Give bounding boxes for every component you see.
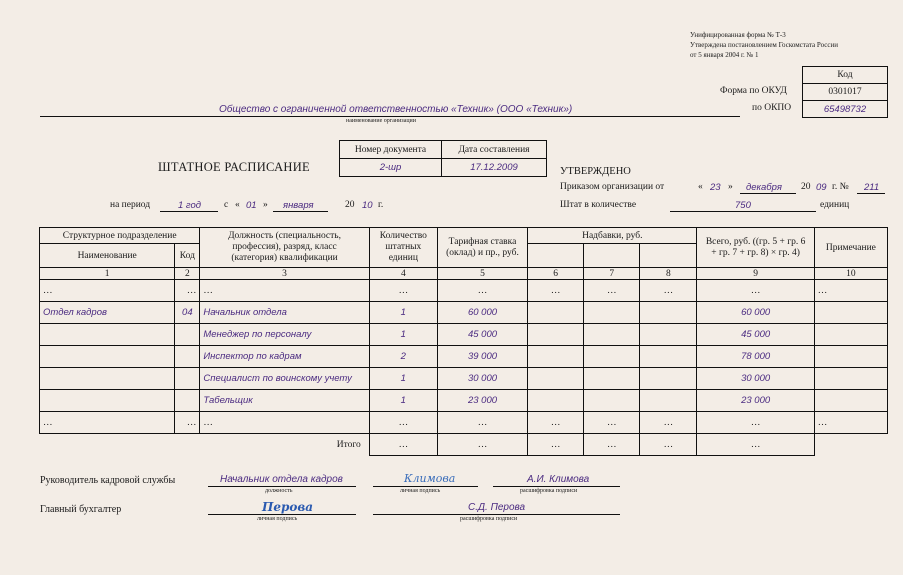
col-number: 1 xyxy=(40,268,175,280)
approval-year-suffix: г. № xyxy=(832,182,849,192)
division-code: 04 xyxy=(175,302,200,324)
hr-head-label: Руководитель кадровой службы xyxy=(40,475,176,486)
document-box xyxy=(339,140,547,177)
ellipsis-cell: … xyxy=(528,280,584,302)
ellipsis-cell: … xyxy=(200,280,369,302)
accountant-name-line xyxy=(373,514,620,515)
col-number: 4 xyxy=(369,268,437,280)
ellipsis-cell: … xyxy=(528,412,584,434)
accountant-name-caption: расшифровка подписи xyxy=(460,516,518,522)
note-cell xyxy=(814,324,887,346)
ellipsis-cell: … xyxy=(640,412,697,434)
staff-line xyxy=(670,211,816,212)
ellipsis-cell: … xyxy=(584,412,640,434)
tariff-rate: 60 000 xyxy=(437,302,527,324)
header-name: Наименование xyxy=(40,244,175,268)
organization-name: Общество с ограниченной ответственностью «Техник» (ООО «Техник») xyxy=(219,104,573,115)
col-number: 5 xyxy=(437,268,527,280)
tariff-rate: 30 000 xyxy=(437,368,527,390)
header-position: Должность (специальность, профессия), разряд, класс (категория) квалификации xyxy=(200,228,369,268)
ellipsis-cell: … xyxy=(175,412,200,434)
ellipsis-cell: … xyxy=(697,280,814,302)
col-number: 8 xyxy=(640,268,697,280)
period-value-line xyxy=(160,211,218,212)
tariff-rate: 39 000 xyxy=(437,346,527,368)
form-header-line3: от 5 января 2004 г. № 1 xyxy=(690,51,759,59)
division-name xyxy=(40,368,175,390)
col-number: 2 xyxy=(175,268,200,280)
total-cell: … xyxy=(528,434,584,456)
allowance-cell xyxy=(584,324,640,346)
okpo-label: по ОКПО xyxy=(752,103,792,113)
allowance-cell xyxy=(528,368,584,390)
organization-line xyxy=(40,116,740,117)
allowance-cell xyxy=(584,390,640,412)
row-total: 45 000 xyxy=(697,324,814,346)
hr-name: А.И. Климова xyxy=(527,474,590,485)
row-total: 30 000 xyxy=(697,368,814,390)
ellipsis-cell: … xyxy=(437,412,527,434)
note-cell xyxy=(814,346,887,368)
division-code xyxy=(175,346,200,368)
col-number: 6 xyxy=(528,268,584,280)
table-row-ellipsis-top xyxy=(40,280,888,302)
total-empty xyxy=(814,434,887,456)
allowance-cell xyxy=(528,324,584,346)
accountant-label: Главный бухгалтер xyxy=(40,504,122,515)
allowance-cell xyxy=(528,390,584,412)
staff-units: 1 xyxy=(369,390,437,412)
allowance-cell xyxy=(584,368,640,390)
form-header xyxy=(690,30,838,60)
okud-value: 0301017 xyxy=(803,84,888,101)
doc-number: 2-шр xyxy=(340,159,442,177)
form-header-line2: Утверждена постановлением Госкомстата России xyxy=(690,41,838,49)
allowance-cell xyxy=(640,390,697,412)
row-total: 60 000 xyxy=(697,302,814,324)
position-name: Табельщик xyxy=(200,390,369,412)
staff-units: 1 xyxy=(369,302,437,324)
period-month-line xyxy=(273,211,328,212)
tariff-rate: 23 000 xyxy=(437,390,527,412)
staff-label: Штат в количестве xyxy=(560,200,637,210)
hr-name-line xyxy=(493,486,620,487)
doc-date: 17.12.2009 xyxy=(442,159,547,177)
doc-date-label: Дата составления xyxy=(442,141,547,159)
organization-caption: наименование организации xyxy=(346,118,416,124)
header-count: Количество штатных единиц xyxy=(369,228,437,268)
hr-signature-caption: личная подпись xyxy=(400,488,441,494)
period-label: на период xyxy=(110,200,151,210)
period-day: 01 xyxy=(246,200,257,211)
period-year-prefix: 20 xyxy=(345,200,355,210)
allowance-cell xyxy=(584,302,640,324)
allowance-cell xyxy=(528,302,584,324)
period-qopen: « xyxy=(235,200,240,210)
note-cell xyxy=(814,390,887,412)
staff-units: 2 xyxy=(369,346,437,368)
period-month: января xyxy=(283,200,314,211)
table-row xyxy=(40,302,888,324)
ellipsis-cell: … xyxy=(369,412,437,434)
approval-year-prefix: 20 xyxy=(801,182,811,192)
period-year: 10 xyxy=(362,200,373,211)
period-year-suffix: г. xyxy=(378,200,384,210)
division-name xyxy=(40,390,175,412)
note-cell xyxy=(814,302,887,324)
header-code: Код xyxy=(175,244,200,268)
approval-title: УТВЕРЖДЕНО xyxy=(560,166,631,177)
division-code xyxy=(175,324,200,346)
staff-unit: единиц xyxy=(820,200,850,210)
approval-order-no: 211 xyxy=(864,182,880,193)
approval-day: 23 xyxy=(710,182,721,193)
staff-count: 750 xyxy=(735,200,751,211)
hr-position-caption: должность xyxy=(265,488,293,494)
hr-signature-line xyxy=(373,486,478,487)
division-code xyxy=(175,368,200,390)
hr-name-caption: расшифровка подписи xyxy=(520,488,578,494)
allowance-cell xyxy=(640,346,697,368)
accountant-signature-caption: личная подпись xyxy=(257,516,298,522)
total-cell: … xyxy=(697,434,814,456)
page-title: ШТАТНОЕ РАСПИСАНИЕ xyxy=(158,160,310,174)
ellipsis-cell: … xyxy=(200,412,369,434)
row-total: 78 000 xyxy=(697,346,814,368)
position-name: Инспектор по кадрам xyxy=(200,346,369,368)
allowance-cell xyxy=(584,346,640,368)
header-allowances: Надбавки, руб. xyxy=(528,228,697,244)
row-total: 23 000 xyxy=(697,390,814,412)
header-total: Всего, руб. ((гр. 5 + гр. 6 + гр. 7 + гр. 8) × гр. 4) xyxy=(697,228,814,268)
ellipsis-cell: … xyxy=(437,280,527,302)
col-number: 3 xyxy=(200,268,369,280)
period-value: 1 год xyxy=(178,200,202,211)
allowance-cell xyxy=(640,368,697,390)
approval-month: декабря xyxy=(746,182,782,193)
table-row xyxy=(40,346,888,368)
staff-units: 1 xyxy=(369,324,437,346)
allowance-cell xyxy=(640,324,697,346)
ellipsis-cell: … xyxy=(640,280,697,302)
staffing-table xyxy=(39,227,888,456)
codes-table xyxy=(802,66,888,118)
allowance-cell xyxy=(640,302,697,324)
header-allowance-3 xyxy=(640,244,697,268)
ellipsis-cell: … xyxy=(814,412,887,434)
position-name: Менеджер по персоналу xyxy=(200,324,369,346)
accountant-signature-line xyxy=(208,514,356,515)
period-from: с xyxy=(224,200,229,210)
division-code xyxy=(175,390,200,412)
division-name xyxy=(40,324,175,346)
header-allowance-1 xyxy=(528,244,584,268)
approval-month-line xyxy=(740,193,796,194)
table-row-total xyxy=(40,434,888,456)
total-label: Итого xyxy=(336,439,361,450)
ellipsis-cell: … xyxy=(584,280,640,302)
approval-order-line xyxy=(857,193,885,194)
codes-header: Код xyxy=(803,67,888,84)
division-name: Отдел кадров xyxy=(40,302,175,324)
ellipsis-cell: … xyxy=(369,280,437,302)
ellipsis-cell: … xyxy=(40,280,175,302)
ellipsis-cell: … xyxy=(697,412,814,434)
note-cell xyxy=(814,368,887,390)
header-allowance-2 xyxy=(584,244,640,268)
approval-qclose: » xyxy=(728,182,733,192)
header-division: Структурное подразделение xyxy=(40,228,200,244)
approval-year: 09 xyxy=(816,182,827,193)
accountant-signature: Перова xyxy=(262,500,314,514)
ellipsis-cell: … xyxy=(814,280,887,302)
position-name: Специалист по воинскому учету xyxy=(200,368,369,390)
accountant-name: С.Д. Перова xyxy=(468,502,526,513)
total-cell: … xyxy=(640,434,697,456)
form-header-line1: Унифицированная форма № Т-3 xyxy=(690,31,786,39)
ellipsis-cell: … xyxy=(40,412,175,434)
col-number: 9 xyxy=(697,268,814,280)
header-rate: Тарифная ставка (оклад) и пр., руб. xyxy=(437,228,527,268)
allowance-cell xyxy=(528,346,584,368)
hr-position: Начальник отдела кадров xyxy=(220,474,343,485)
position-name: Начальник отдела xyxy=(200,302,369,324)
total-cell: … xyxy=(369,434,437,456)
staff-units: 1 xyxy=(369,368,437,390)
hr-position-line xyxy=(208,486,356,487)
doc-number-label: Номер документа xyxy=(340,141,442,159)
tariff-rate: 45 000 xyxy=(437,324,527,346)
hr-signature: Климова xyxy=(404,472,456,485)
table-row xyxy=(40,368,888,390)
okpo-value: 65498732 xyxy=(803,101,888,118)
total-cell: … xyxy=(437,434,527,456)
table-row xyxy=(40,390,888,412)
table-row xyxy=(40,324,888,346)
header-note: Примечание xyxy=(814,228,887,268)
approval-qopen: « xyxy=(698,182,703,192)
ellipsis-cell: … xyxy=(175,280,200,302)
period-qclose: » xyxy=(263,200,268,210)
col-number: 10 xyxy=(814,268,887,280)
okud-label: Форма по ОКУД xyxy=(720,86,787,96)
division-name xyxy=(40,346,175,368)
total-cell: … xyxy=(584,434,640,456)
col-number: 7 xyxy=(584,268,640,280)
approval-order-label: Приказом организации от xyxy=(560,182,665,192)
table-row-ellipsis-bottom xyxy=(40,412,888,434)
